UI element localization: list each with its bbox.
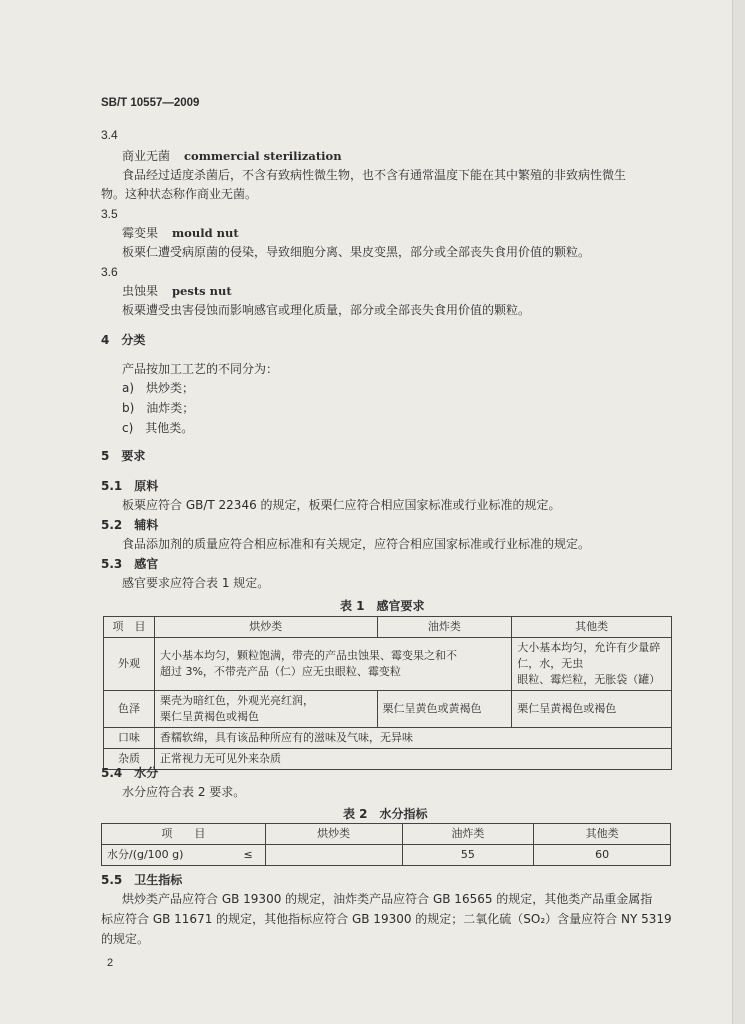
table-1-row-impurity-label: 杂质	[104, 749, 155, 770]
section-5-title: 5 要求	[101, 449, 146, 463]
section-5-5-line-2: 标应符合 GB 11671 的规定，其他指标应符合 GB 19300 的规定；二氧化硫（SO₂）含量应符合 NY 5319	[101, 912, 672, 926]
table-1-header-item: 项 目	[104, 617, 155, 638]
table-2-caption: 表 2 水分指标	[343, 807, 428, 821]
section-5-2-text: 食品添加剂的质量应符合相应标准和有关规定，应符合相应国家标准或行业标准的规定。	[122, 537, 591, 551]
clause-3-4-term-en: commercial sterilization	[184, 149, 342, 163]
standard-code-header: SB/T 10557—2009	[101, 97, 200, 109]
page-edge-line	[732, 0, 733, 1024]
table-2-header-bake: 烘炒类	[265, 824, 402, 845]
section-4-intro: 产品按加工工艺的不同分为：	[122, 362, 279, 376]
table-1-color-fry: 栗仁呈黄色或黄褐色	[377, 691, 512, 728]
table-1-taste-text: 香糯软绵，具有该品种所应有的滋味及气味，无异味	[154, 728, 671, 749]
table-1-appearance-other-line-2: 眼粒、霉烂粒，无胀袋（罐）	[517, 673, 661, 686]
section-5-1-title: 5.1 原料	[101, 479, 159, 493]
table-1-color-bake-line-1: 栗壳为暗红色，外观光亮红润，	[159, 694, 314, 707]
table-1-appearance-other-line-1: 大小基本均匀，允许有少量碎仁，水，无虫	[517, 641, 661, 670]
table-1-header-fry: 油炸类	[377, 617, 512, 638]
table-1-color-bake	[154, 691, 377, 728]
section-5-3-title: 5.3 感官	[101, 557, 159, 571]
table-1-header-bake: 烘炒类	[154, 617, 377, 638]
table-1-row-appearance-label: 外观	[104, 638, 155, 691]
table-2-moisture-operator: ≤	[231, 845, 265, 866]
table-2-header-other: 其他类	[534, 824, 671, 845]
section-5-5-line-1: 烘炒类产品应符合 GB 19300 的规定，油炸类产品应符合 GB 16565 的规定，其他类产品重金属指	[122, 892, 653, 906]
table-1-header-row	[104, 617, 672, 638]
section-4-title: 4 分类	[101, 333, 146, 347]
clause-3-5-number: 3.5	[101, 207, 118, 221]
table-1-caption: 表 1 感官要求	[340, 599, 425, 613]
table-2-moisture-label: 水分/(g/100 g)	[102, 845, 232, 866]
table-1-color-bake-line-2: 栗仁呈黄褐色或褐色	[159, 710, 259, 723]
table-2-moisture-other: 60	[534, 845, 671, 866]
table-row	[104, 638, 672, 691]
table-1-sensory-requirements	[103, 616, 672, 770]
section-5-5-line-3: 的规定。	[101, 932, 150, 946]
clause-3-5-term-zh: 霉变果	[122, 226, 159, 240]
table-1-color-other: 栗仁呈黄褐色或褐色	[512, 691, 672, 728]
table-2-header-item: 项 目	[102, 824, 266, 845]
page-number: 2	[107, 957, 114, 969]
section-5-2-title: 5.2 辅料	[101, 518, 159, 532]
section-4-item-a: a) 烘炒类；	[122, 381, 195, 395]
table-2-moisture-index	[101, 823, 671, 866]
table-1-row-taste-label: 口味	[104, 728, 155, 749]
section-5-5-title: 5.5 卫生指标	[101, 873, 183, 887]
clause-3-5-definition: 板栗仁遭受病原菌的侵染，导致细胞分离、果皮变黑，部分或全部丧失食用价值的颗粒。	[122, 245, 591, 259]
clause-3-6-definition: 板栗遭受虫害侵蚀而影响感官或理化质量，部分或全部丧失食用价值的颗粒。	[122, 303, 531, 317]
table-1-impurity-text: 正常视力无可见外来杂质	[154, 749, 671, 770]
table-row	[104, 749, 672, 770]
section-5-4-text: 水分应符合表 2 要求。	[122, 785, 246, 799]
section-5-3-text: 感官要求应符合表 1 规定。	[122, 576, 270, 590]
page-edge-shadow	[733, 0, 745, 1024]
section-4-item-b: b) 油炸类；	[122, 401, 195, 415]
table-row	[104, 691, 672, 728]
clause-3-4-term-zh: 商业无菌	[122, 149, 171, 163]
clause-3-6-term-en: pests nut	[172, 284, 232, 298]
table-2-moisture-bake	[265, 845, 402, 866]
table-1-appearance-bake-line-1: 大小基本均匀，颗粒饱满，带壳的产品虫蚀果、霉变果之和不	[159, 649, 457, 662]
clause-3-4-term	[122, 148, 342, 164]
table-2-moisture-fry: 55	[402, 845, 534, 866]
clause-3-5-term	[122, 225, 239, 241]
table-1-appearance-other	[512, 638, 672, 691]
clause-3-6-term-zh: 虫蚀果	[122, 284, 159, 298]
table-1-appearance-bake-line-2: 超过 3%，不带壳产品（仁）应无虫眼粒、霉变粒	[159, 665, 401, 678]
table-row	[102, 845, 671, 866]
clause-3-6-term	[122, 283, 232, 299]
clause-3-4-number: 3.4	[101, 128, 118, 142]
table-row	[104, 728, 672, 749]
section-5-4-title: 5.4 水分	[101, 766, 159, 780]
clause-3-4-definition-line-2: 物。这种状态称作商业无菌。	[101, 187, 258, 201]
table-2-header-fry: 油炸类	[402, 824, 534, 845]
table-1-row-color-label: 色泽	[104, 691, 155, 728]
table-1-header-other: 其他类	[512, 617, 672, 638]
section-5-1-text: 板栗应符合 GB/T 22346 的规定，板栗仁应符合相应国家标准或行业标准的规定。	[122, 498, 561, 512]
table-2-header-row	[102, 824, 671, 845]
clause-3-6-number: 3.6	[101, 265, 118, 279]
table-1-appearance-bake-fry	[154, 638, 511, 691]
clause-3-5-term-en: mould nut	[172, 226, 239, 240]
section-4-item-c: c) 其他类。	[122, 421, 194, 435]
clause-3-4-definition-line-1: 食品经过适度杀菌后，不含有致病性微生物，也不含有通常温度下能在其中繁殖的非致病性微生	[122, 168, 627, 182]
